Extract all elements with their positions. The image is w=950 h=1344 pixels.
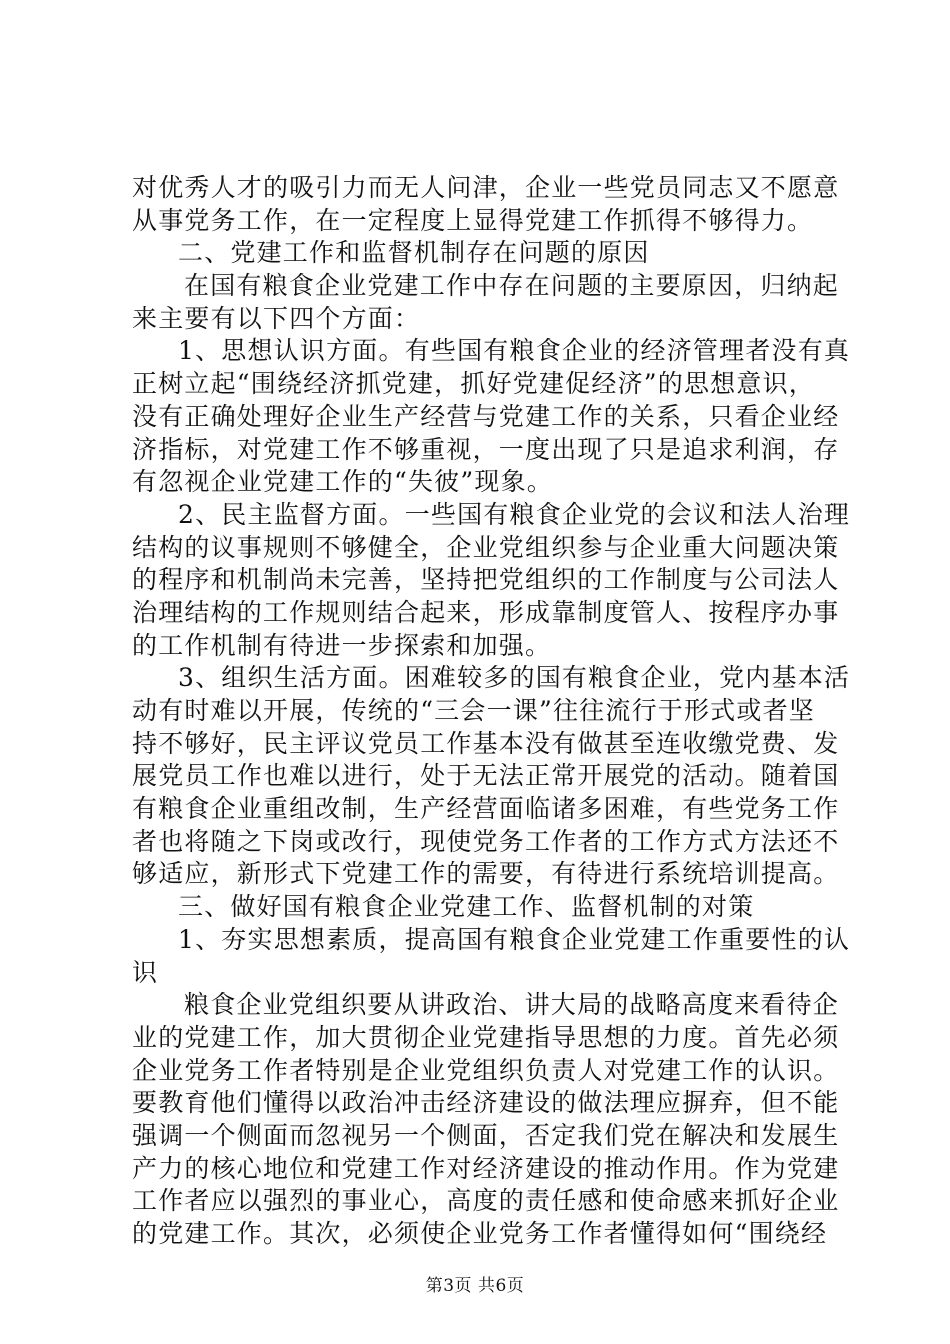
text-line: 粮食企业党组织要从讲政治、讲大局的战略高度来看待企 — [184, 990, 840, 1020]
text-line: 的党建工作。其次，必须使企业党务工作者懂得如何“围绕经 — [132, 1219, 828, 1248]
text-line: 强调一个侧面而忽视另一个侧面，否定我们党在解决和发展生 — [132, 1120, 840, 1150]
text-line: 够适应，新形式下党建工作的需要，有待进行系统培训提高。 — [132, 859, 840, 889]
text-line: 业的党建工作，加大贯彻企业党建指导思想的力度。首先必须 — [132, 1022, 840, 1052]
text-line: 从事党务工作，在一定程度上显得党建工作抓得不够得力。 — [132, 205, 814, 235]
text-line: 济指标，对党建工作不够重视，一度出现了只是追求利润，存 — [132, 434, 840, 464]
text-line: 对优秀人才的吸引力而无人问津，企业一些党员同志又不愿意 — [132, 173, 840, 202]
text-line: 2、民主监督方面。一些国有粮食企业党的会议和法人治理 — [178, 499, 851, 529]
text-line: 展党员工作也难以进行，处于无法正常开展党的活动。随着国 — [132, 761, 840, 791]
text-line: 来主要有以下四个方面： — [132, 303, 421, 333]
text-line: 治理结构的工作规则结合起来，形成靠制度管人、按程序办事 — [132, 597, 840, 627]
text-line: 有粮食企业重组改制，生产经营面临诸多困难，有些党务工作 — [132, 794, 840, 824]
text-line: 3、组织生活方面。困难较多的国有粮食企业，党内基本活 — [178, 663, 851, 693]
text-line: 动有时难以开展，传统的“三会一课”往往流行于形式或者坚 — [132, 696, 815, 725]
text-line: 1、思想认识方面。有些国有粮食企业的经济管理者没有真 — [178, 336, 851, 366]
text-line: 识 — [132, 957, 159, 987]
text-line: 没有正确处理好企业生产经营与党建工作的关系，只看企业经 — [132, 401, 840, 431]
text-line: 持不够好，民主评议党员工作基本没有做甚至连收缴党费、发 — [132, 728, 840, 758]
text-line: 者也将随之下岗或改行，现使党务工作者的工作方式方法还不 — [132, 826, 840, 856]
text-line: 要教育他们懂得以政治冲击经济建设的做法理应摒弃，但不能 — [132, 1088, 840, 1118]
text-line: 企业党务工作者特别是企业党组织负责人对党建工作的认识。 — [132, 1055, 840, 1085]
text-line: 产力的核心地位和党建工作对经济建设的推动作用。作为党建 — [132, 1153, 840, 1183]
subsection-heading: 1、夯实思想素质，提高国有粮食企业党建工作重要性的认 — [178, 924, 851, 954]
text-line: 的程序和机制尚未完善，坚持把党组织的工作制度与公司法人 — [132, 565, 840, 595]
text-line: 有忽视企业党建工作的“失彼”现象。 — [132, 467, 553, 497]
document-body — [132, 172, 851, 1251]
page-number: 第3页 共6页 — [425, 1276, 525, 1296]
text-line: 在国有粮食企业党建工作中存在问题的主要原因，归纳起 — [184, 271, 840, 301]
text-line: 工作者应以强烈的事业心，高度的责任感和使命感来抓好企业 — [132, 1186, 840, 1216]
section-heading: 三、做好国有粮食企业党建工作、监督机制的对策 — [178, 892, 755, 922]
text-line: 结构的议事规则不够健全，企业党组织参与企业重大问题决策 — [132, 532, 840, 562]
text-line: 的工作机制有待进一步探索和加强。 — [132, 630, 552, 660]
text-line: 正树立起“围绕经济抓党建，抓好党建促经济”的思想意识， — [132, 369, 815, 399]
section-heading: 二、党建工作和监督机制存在问题的原因 — [178, 238, 650, 268]
